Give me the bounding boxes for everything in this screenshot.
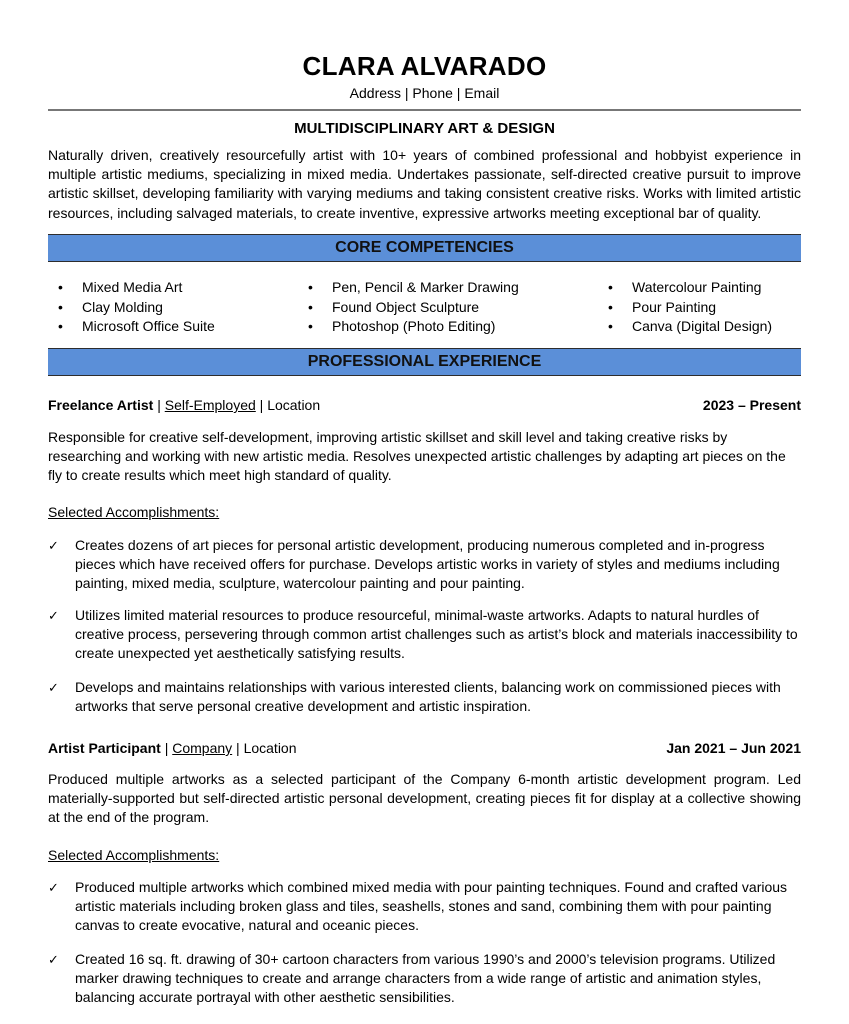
- bullet-dot-icon: •: [608, 279, 613, 295]
- job-dates: Jan 2021 – Jun 2021: [666, 740, 801, 756]
- accomplishments-label: Selected Accomplishments:: [48, 504, 220, 520]
- professional-headline: MULTIDISCIPLINARY ART & DESIGN: [294, 120, 555, 137]
- checkmark-icon: ✓: [48, 952, 59, 967]
- accomplishments-label: Selected Accomplishments:: [48, 847, 220, 863]
- bullet-dot-icon: •: [608, 298, 613, 315]
- accomplishment-item: [48, 878, 801, 936]
- competencies-column: [308, 278, 519, 337]
- separator: |: [157, 397, 165, 413]
- checkmark-icon: ✓: [48, 680, 59, 695]
- accomplishment-text: Creates dozens of art pieces for personal artistic development, producing numerous completed and in-progress pieces which have received offers for purchase. Develops artistic works in variety of styles and mediums including painting, mixed media, sculpture, watercolour painting and pour painting.: [75, 537, 780, 592]
- bullet-dot-icon: •: [58, 279, 63, 295]
- competency-label: Mixed Media Art: [82, 279, 183, 295]
- bullet-dot-icon: •: [58, 318, 63, 334]
- header-divider: [48, 109, 801, 111]
- bullet-dot-icon: •: [308, 318, 313, 334]
- competency-item: [58, 298, 215, 318]
- competency-item: [58, 317, 215, 337]
- separator: |: [259, 397, 268, 413]
- separator: |: [164, 740, 173, 756]
- job-company: Self-Employed: [164, 397, 256, 413]
- competency-label: Watercolour Painting: [632, 279, 762, 295]
- competency-label: Clay Molding: [82, 298, 163, 315]
- accomplishment-item: [48, 606, 801, 664]
- checkmark-icon: ✓: [48, 880, 59, 895]
- professional-experience-heading: PROFESSIONAL EXPERIENCE: [48, 348, 801, 376]
- competency-item: [308, 317, 519, 337]
- summary-paragraph: Naturally driven, creatively resourcefully artist with 10+ years of combined professional and hobbyist experience in multiple artistic mediums, specializing in mixed media. Undertakes passionate, self-directed creative pursuit to improve artistic skillset, developing familiarity with varying mediums and taking consistent creative risks. Works with limited artistic resources, including salvaged materials, to create inventive, expressive artworks meeting exceptional bar of quality.: [48, 147, 801, 221]
- competencies-list: [0, 278, 849, 338]
- competencies-column: [608, 278, 772, 337]
- bullet-dot-icon: •: [608, 318, 613, 334]
- competency-item: [308, 298, 519, 318]
- job-header: [48, 738, 801, 758]
- checkmark-icon: ✓: [48, 538, 59, 553]
- separator: |: [236, 740, 244, 756]
- accomplishment-text: Created 16 sq. ft. drawing of 30+ cartoon characters from various 1990’s and 2000’s television programs. Utilized marker drawing techniques to create and arrange characters from a wide range of artistic and animation styles, balancing accurate portrayal with other aesthetic sensibilities.: [75, 951, 776, 1006]
- bullet-dot-icon: •: [308, 298, 313, 315]
- competency-label: Microsoft Office Suite: [82, 318, 215, 334]
- accomplishment-item: [48, 536, 801, 594]
- job-location: Location: [267, 397, 321, 413]
- accomplishment-text: Develops and maintains relationships with various interested clients, balancing work on commissioned pieces with artworks that serve personal creative development and artistic inspiration.: [75, 679, 781, 715]
- competency-item: [608, 278, 772, 298]
- job-dates: 2023 – Present: [702, 397, 801, 413]
- accomplishment-text: Utilizes limited material resources to produce resourceful, minimal-waste artworks. Adapts to natural hurdles of creative process, persevering through common artist challenges such as artist’s block and materials inaccessibility to create unexpected yet aesthetically satisfying results.: [75, 607, 798, 662]
- checkmark-icon: ✓: [48, 608, 59, 623]
- competency-label: Pour Painting: [632, 298, 717, 315]
- job-header: [48, 395, 801, 415]
- job-title: Artist Participant: [48, 740, 161, 756]
- candidate-name: CLARA ALVARADO: [302, 51, 547, 81]
- accomplishment-item: [48, 950, 801, 1008]
- competency-label: Found Object Sculpture: [332, 298, 480, 315]
- bullet-dot-icon: •: [58, 298, 63, 315]
- core-competencies-heading: CORE COMPETENCIES: [48, 234, 801, 262]
- accomplishment-item: [48, 678, 801, 716]
- accomplishment-text: Produced multiple artworks which combined mixed media with pour painting techniques. Found and crafted various artistic materials including broken glass and tiles, seashells, stones and sand, combining them with pour painting canvas to create evocative, natural and oceanic pieces.: [75, 879, 788, 934]
- contact-line: Address | Phone | Email: [349, 85, 500, 101]
- competency-label: Pen, Pencil & Marker Drawing: [332, 279, 519, 295]
- job-description: Responsible for creative self-development, improving artistic skillset and skill level and taking creative risks by researching and working with new artistic media. Resolves unexpected artistic challenges by adapting art pieces on the fly to create results which meet high standard of quality.: [48, 429, 786, 484]
- competency-label: Canva (Digital Design): [632, 318, 773, 334]
- bullet-dot-icon: •: [308, 279, 313, 295]
- competency-item: [608, 298, 772, 318]
- competency-item: [308, 278, 519, 298]
- competency-item: [58, 278, 215, 298]
- competencies-column: [58, 278, 215, 337]
- job-description: Produced multiple artworks as a selected participant of the Company 6-month artistic development program. Led materially-supported but self-directed artistic personal development, creating pieces fit for display at a collective showing at the end of the program.: [48, 771, 801, 826]
- job-location: Location: [243, 740, 297, 756]
- competency-label: Photoshop (Photo Editing): [332, 318, 496, 334]
- competency-item: [608, 317, 772, 337]
- job-title: Freelance Artist: [48, 397, 154, 413]
- job-company: Company: [172, 740, 233, 756]
